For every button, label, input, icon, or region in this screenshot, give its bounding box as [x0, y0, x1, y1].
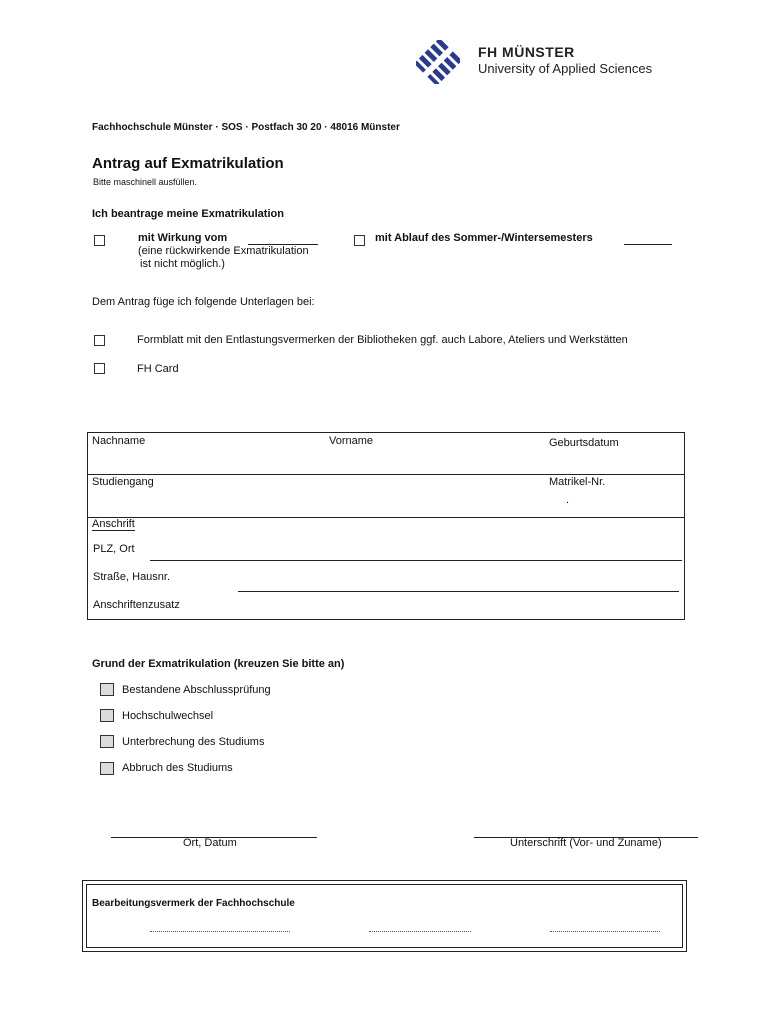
checkbox-attachment-form[interactable] — [94, 335, 105, 346]
signature-label: Unterschrift (Vor- und Zuname) — [510, 837, 662, 849]
attachment-form-label: Formblatt mit den Entlastungsvermerken der Bibliotheken ggf. auch Labore, Ateliers und Werkstätten — [137, 334, 628, 346]
office-field-2[interactable] — [369, 931, 471, 932]
zip-city-label: PLZ, Ort — [93, 543, 135, 555]
reason-degree-label: Bestandene Abschlussprüfung — [122, 684, 271, 696]
checkbox-end-semester[interactable] — [354, 235, 365, 246]
lastname-label: Nachname — [92, 435, 146, 447]
reason-interruption-label: Unterbrechung des Studiums — [122, 736, 265, 748]
office-field-3[interactable] — [550, 931, 660, 932]
firstname-label: Vorname — [329, 435, 374, 447]
reasons-heading: Grund der Exmatrikulation (kreuzen Sie bitte an) — [92, 658, 345, 670]
checkbox-effective-date[interactable] — [94, 235, 105, 246]
attachment-fhcard-label: FH Card — [137, 363, 179, 375]
street-label: Straße, Hausnr. — [93, 571, 171, 583]
address-heading: Anschrift — [92, 518, 135, 530]
fh-logo — [416, 40, 460, 84]
matriculation-label: Matrikel-Nr. — [549, 476, 606, 488]
sender-address: Fachhochschule Münster · SOS · Postfach 30 20 · 48016 Münster — [92, 122, 400, 133]
option-effective-note-2: ist nicht möglich.) — [140, 258, 225, 270]
brand-name: FH MÜNSTER — [478, 44, 575, 60]
attachments-intro: Dem Antrag füge ich folgende Unterlagen bei: — [92, 296, 315, 308]
reason-transfer-label: Hochschulwechsel — [122, 710, 214, 722]
checkbox-attachment-fhcard[interactable] — [94, 363, 105, 374]
checkbox-reason-interruption[interactable] — [100, 735, 114, 748]
street-field[interactable] — [238, 591, 679, 592]
option-effective-note-1: (eine rückwirkende Exmatrikulation — [138, 245, 309, 257]
matriculation-dot: . — [566, 494, 570, 506]
personal-divider-1 — [87, 474, 684, 475]
page-subtitle: Bitte maschinell ausfüllen. — [93, 177, 198, 187]
brand-tagline: University of Applied Sciences — [478, 61, 653, 76]
office-box-inner — [86, 884, 683, 948]
office-heading: Bearbeitungsvermerk der Fachhochschule — [92, 898, 295, 909]
zip-city-field[interactable] — [150, 560, 682, 561]
checkbox-reason-dropout[interactable] — [100, 762, 114, 775]
birthdate-label: Geburtsdatum — [549, 437, 619, 449]
page-title: Antrag auf Exmatrikulation — [92, 155, 284, 172]
fh-logo-icon — [416, 40, 460, 84]
semester-field[interactable] — [624, 244, 672, 245]
address-extra-label: Anschriftenzusatz — [93, 599, 180, 611]
office-field-1[interactable] — [150, 931, 290, 932]
personal-divider-2 — [87, 517, 684, 518]
checkbox-reason-transfer[interactable] — [100, 709, 114, 722]
option-effective-label: mit Wirkung vom — [138, 232, 228, 244]
option-end-semester-label: mit Ablauf des Sommer-/Wintersemesters — [375, 232, 593, 244]
reason-dropout-label: Abbruch des Studiums — [122, 762, 233, 774]
request-heading: Ich beantrage meine Exmatrikulation — [92, 208, 284, 220]
place-date-label: Ort, Datum — [183, 837, 237, 849]
program-label: Studiengang — [92, 476, 154, 488]
checkbox-reason-degree[interactable] — [100, 683, 114, 696]
